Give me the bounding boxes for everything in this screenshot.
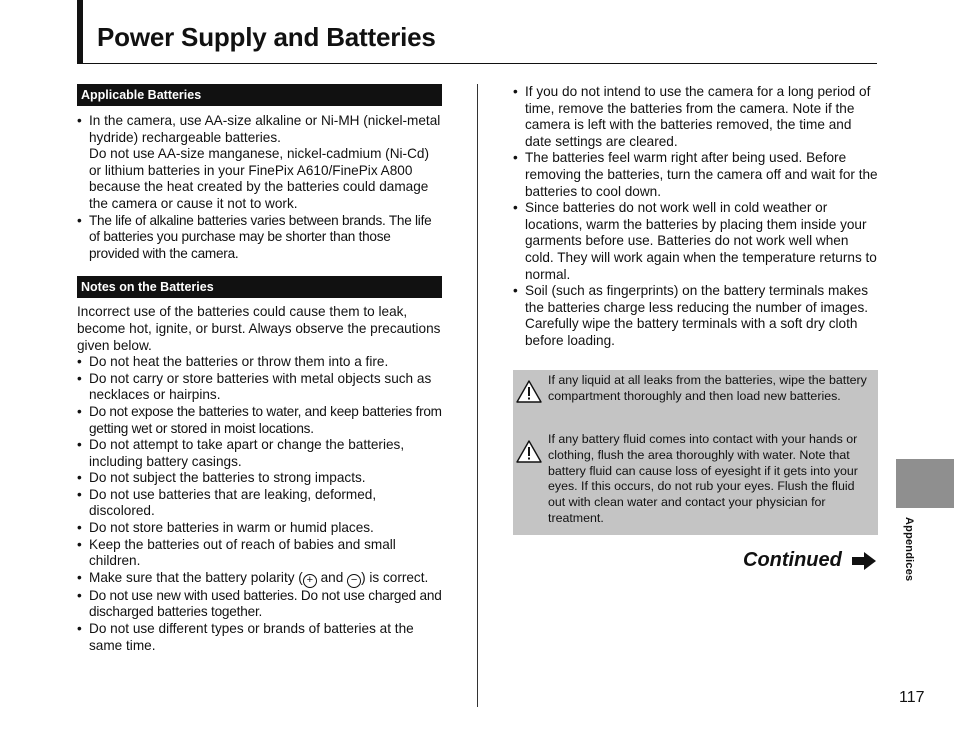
page-title: Power Supply and Batteries xyxy=(97,22,436,52)
list-item: • Do not heat the batteries or throw them into a fire. xyxy=(77,354,442,371)
plus-circle-icon: + xyxy=(303,574,317,588)
continued-label: Continued xyxy=(743,549,842,571)
warning-triangle-icon xyxy=(516,440,542,463)
list-item: • Do not use new with used batteries. Do not use charged and discharged batteries together. xyxy=(77,588,442,621)
list-item: • Since batteries do not work well in cold weather or locations, warm the batteries by placing them inside your garments before use. Batteries do not work well when cold. They will work again when the temperature returns to normal. xyxy=(513,200,878,283)
list-item: • If you do not intend to use the camera for a long period of time, remove the batteries from the camera. Note if the camera is left with the batteries removed, the time and date settings are cleared. xyxy=(513,84,878,150)
list-item: • Do not carry or store batteries with metal objects such as necklaces or hairpins. xyxy=(77,371,442,404)
column-divider xyxy=(477,84,478,707)
list-item: • Do not expose the batteries to water, and keep batteries from getting wet or stored in moist locations. xyxy=(77,404,442,437)
section-heading-applicable: Applicable Batteries xyxy=(77,84,442,106)
left-column xyxy=(77,84,442,654)
applicable-list xyxy=(77,113,442,262)
list-item: • Do not attempt to take apart or change the batteries, including battery casings. xyxy=(77,437,442,470)
warning-text: If any battery fluid comes into contact with your hands or clothing, flush the area thoroughly with water. Note that battery fluid can cause loss of eyesight if it gets into your eyes. If this occurs, do not rub your eyes. Flush the fluid out with clean water and contact your physician for treatment. xyxy=(548,432,858,525)
list-item: • Do not subject the batteries to strong impacts. xyxy=(77,470,442,487)
warning-triangle-icon xyxy=(516,380,542,403)
polarity-text-pre: Make sure that the battery polarity ( xyxy=(89,569,303,585)
list-item: • The batteries feel warm right after being used. Before removing the batteries, turn the camera off and wait for the batteries to cool down. xyxy=(513,150,878,200)
arrow-right-icon xyxy=(851,551,877,571)
list-item: • Keep the batteries out of reach of babies and small children. xyxy=(77,537,442,570)
section-heading-notes: Notes on the Batteries xyxy=(77,276,442,298)
list-item: • Do not use batteries that are leaking, deformed, discolored. xyxy=(77,487,442,520)
polarity-text-post: ) is correct. xyxy=(361,569,429,585)
title-bar xyxy=(77,0,877,64)
list-item-polarity xyxy=(77,570,442,588)
list-item: • The life of alkaline batteries varies between brands. The life of batteries you purchase may be shorter than those provided with the camera. xyxy=(77,213,442,263)
list-item: • Do not use different types or brands of batteries at the same time. xyxy=(77,621,442,654)
polarity-text-mid: and xyxy=(316,569,348,585)
notes-list xyxy=(77,354,442,654)
list-item xyxy=(77,113,442,213)
right-list xyxy=(513,84,878,350)
warning-box xyxy=(513,370,878,535)
side-tab-box xyxy=(896,459,954,508)
notes-intro: Incorrect use of the batteries could cause them to leak, become hot, ignite, or burst. Always observe the precautions given below. xyxy=(77,304,441,353)
list-item: • Soil (such as fingerprints) on the battery terminals makes the batteries charge less reducing the number of images. Carefully wipe the battery terminals with a soft dry cloth before loading. xyxy=(513,283,878,349)
page-number: 117 xyxy=(899,689,925,706)
list-item-text: • In the camera, use AA-size alkaline or Ni-MH (nickel-metal hydride) rechargeable batteries. xyxy=(89,113,441,145)
minus-circle-icon: − xyxy=(347,574,361,588)
right-column xyxy=(513,84,878,350)
list-item-text: Do not use AA-size manganese, nickel-cadmium (Ni-Cd) or lithium batteries in your FinePix A610/FinePix A800 because the heat created by the batteries could damage the camera or cause it not to work. xyxy=(89,146,429,211)
warning-text: If any liquid at all leaks from the batteries, wipe the battery compartment thoroughly and then load new batteries. xyxy=(548,373,867,403)
list-item: • Do not store batteries in warm or humid places. xyxy=(77,520,442,537)
side-tab-label: Appendices xyxy=(903,517,915,582)
